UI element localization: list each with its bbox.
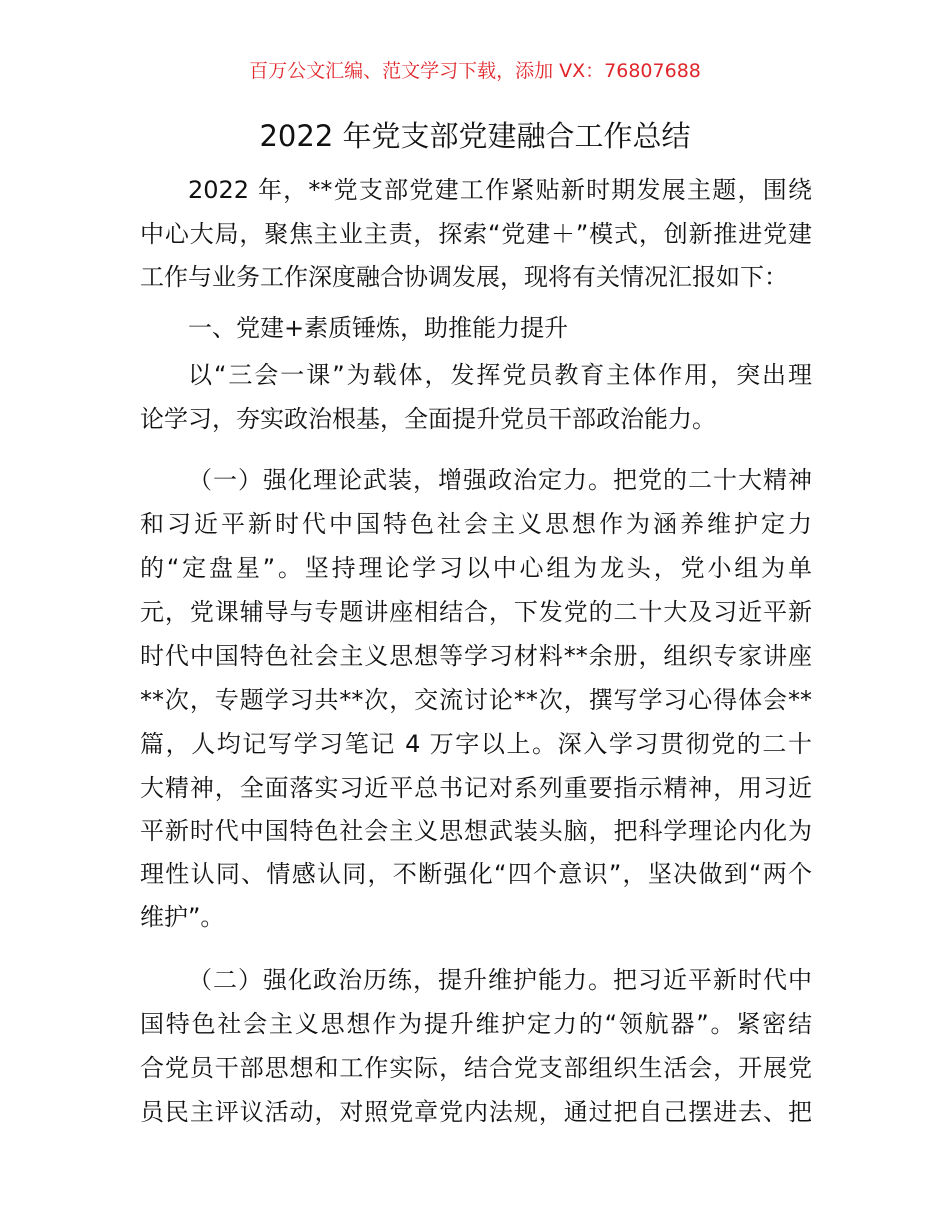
paragraph-line: 篇，人均记写学习笔记 4 万字以上。深入学习贯彻党的二十: [140, 730, 812, 758]
paragraph-line: 时代中国特色社会主义思想等学习材料**余册，组织专家讲座: [140, 642, 812, 670]
paragraph-line: 平新时代中国特色社会主义思想武装头脑，把科学理论内化为: [140, 817, 812, 845]
paragraph-line: 国特色社会主义思想作为提升维护定力的“领航器”。紧密结: [140, 1010, 812, 1038]
paragraph-line: 以“三会一课”为载体，发挥党员教育主体作用，突出理: [188, 361, 812, 389]
paragraph-line: 合党员干部思想和工作实际，结合党支部组织生活会，开展党: [140, 1054, 812, 1082]
paragraph-line: **次，专题学习共**次，交流讨论**次，撰写学习心得体会**: [140, 686, 812, 714]
paragraph-line: 维护”。: [140, 903, 225, 931]
header-notice: 百万公文汇编、范文学习下载，添加 VX：76807688: [249, 60, 701, 82]
paragraph-line: 2022 年，**党支部党建工作紧贴新时期发展主题，围绕: [188, 176, 812, 204]
paragraph-line: 和习近平新时代中国特色社会主义思想作为涵养维护定力: [140, 510, 812, 538]
paragraph-line: 中心大局，聚焦主业主责，探索“党建＋”模式，创新推进党建: [140, 220, 812, 248]
paragraph-line: 工作与业务工作深度融合协调发展，现将有关情况汇报如下：: [140, 263, 788, 291]
paragraph-line: 的“定盘星”。坚持理论学习以中心组为龙头，党小组为单: [140, 554, 812, 582]
paragraph-line: 大精神，全面落实习近平总书记对系列重要指示精神，用习近: [140, 774, 812, 802]
paragraph-line: （一）强化理论武装，增强政治定力。把党的二十大精神: [188, 466, 812, 494]
paragraph-line: （二）强化政治历练，提升维护能力。把习近平新时代中: [188, 966, 812, 994]
paragraph-line: 一、党建+素质锤炼，助推能力提升: [188, 314, 569, 342]
paragraph-line: 论学习，夯实政治根基，全面提升党员干部政治能力。: [140, 405, 716, 433]
paragraph-line: 员民主评议活动，对照党章党内法规，通过把自己摆进去、把: [140, 1098, 812, 1126]
paragraph-line: 元，党课辅导与专题讲座相结合，下发党的二十大及习近平新: [140, 598, 812, 626]
paragraph-line: 理性认同、情感认同，不断强化“四个意识”，坚决做到“两个: [140, 860, 812, 888]
document-title: 2022 年党支部党建融合工作总结: [259, 119, 691, 153]
